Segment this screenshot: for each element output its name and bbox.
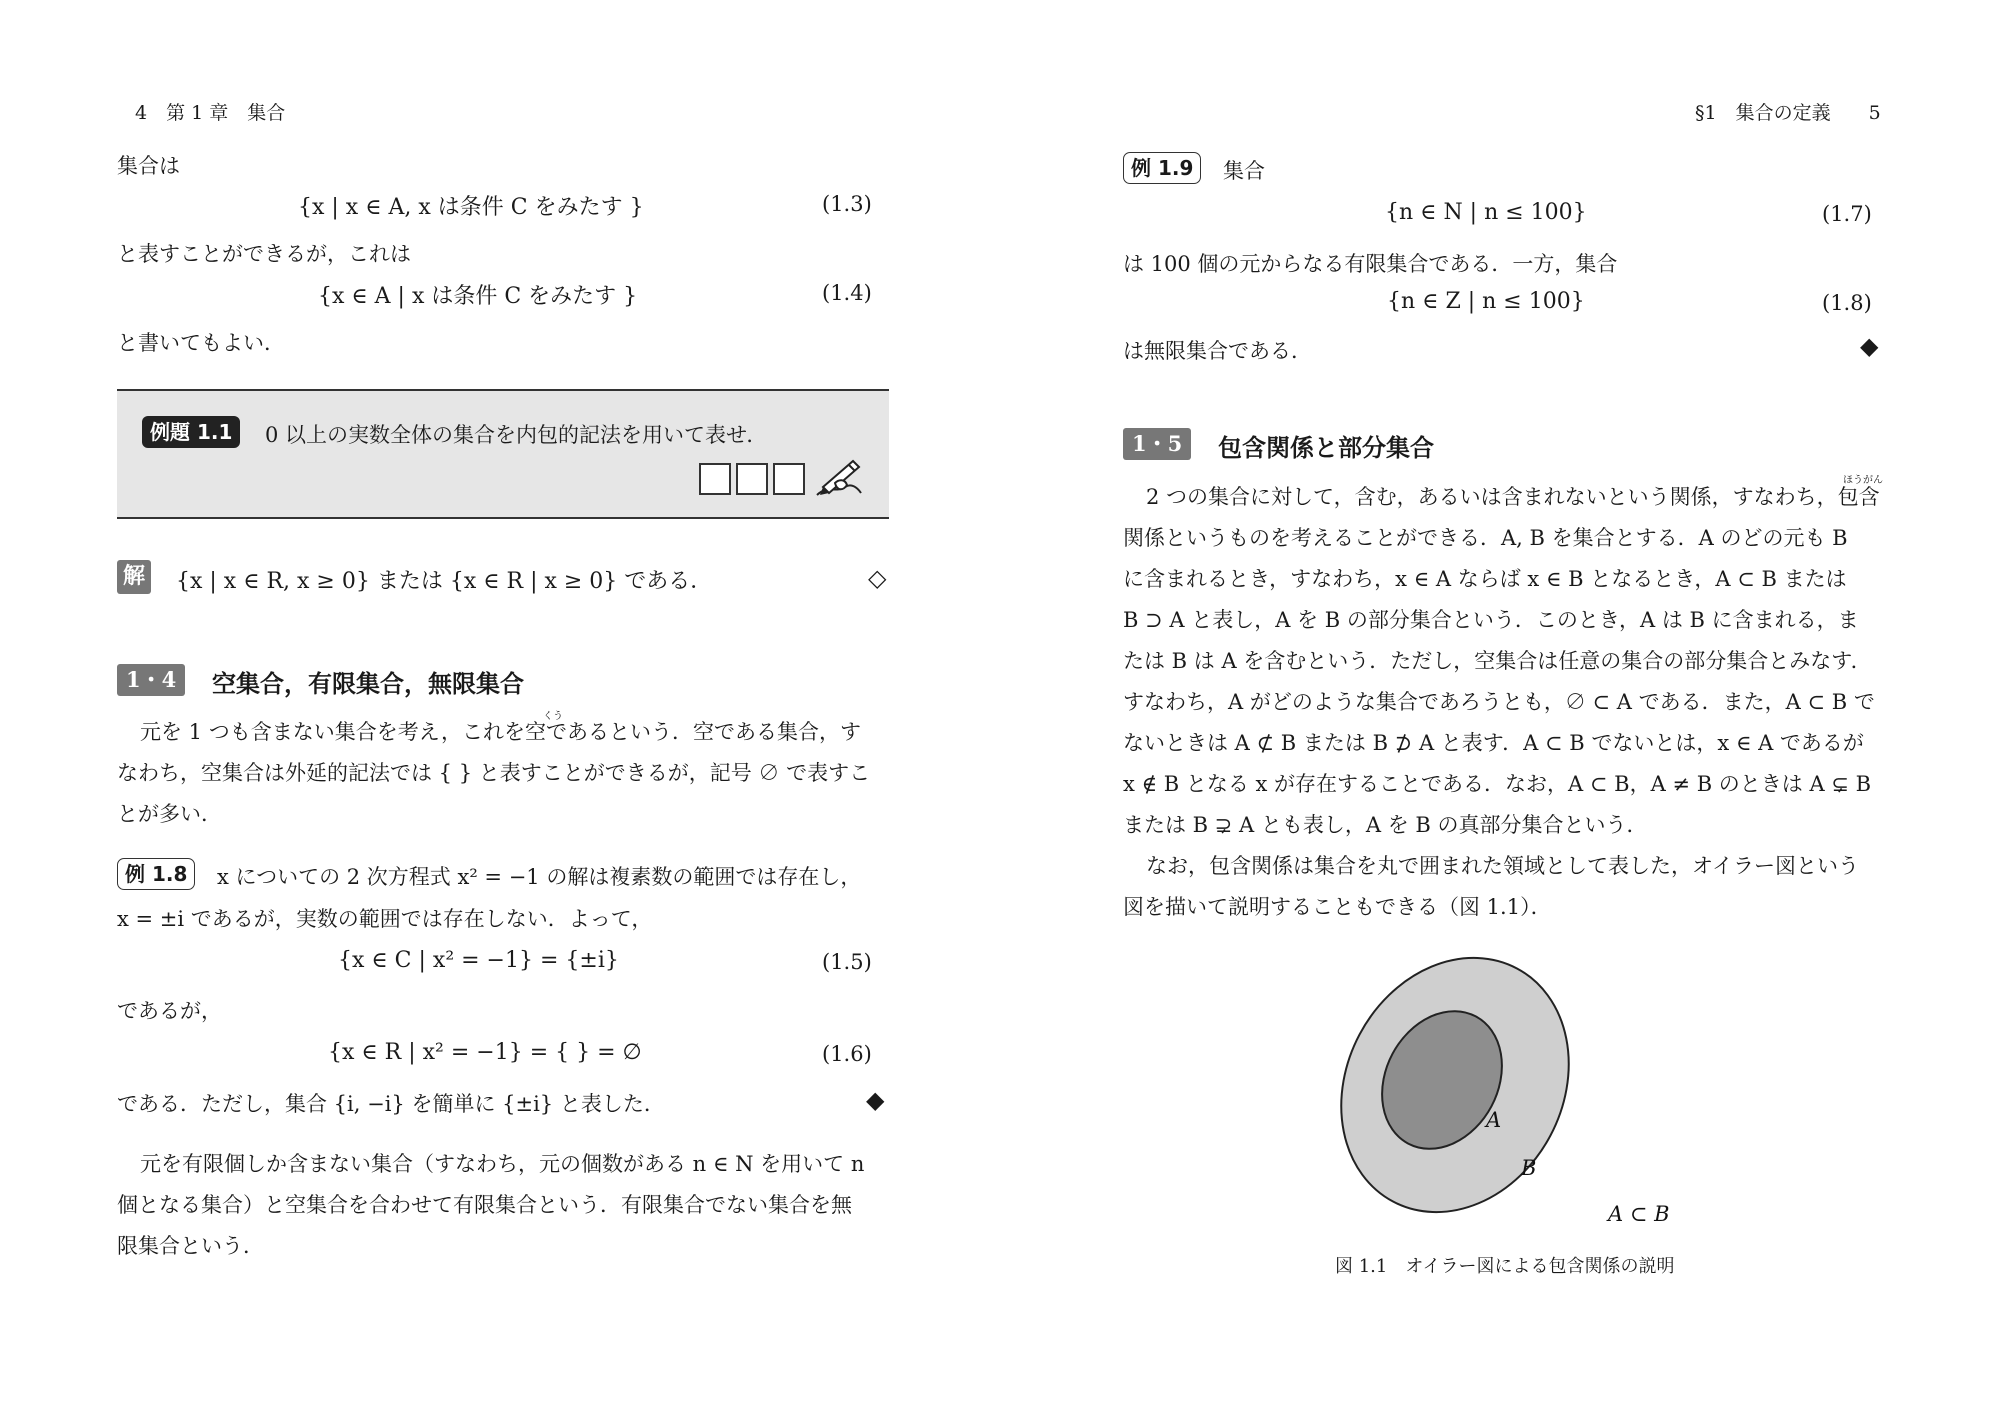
example-end-mark: ◆ — [1860, 332, 1879, 360]
equation-1-6: {x ∈ R | x² = −1} = { } = ∅ — [328, 1040, 642, 1065]
answer-text: {x | x ∈ R, x ≥ 0} または {x ∈ R | x ≥ 0} である． — [176, 569, 713, 594]
check-box[interactable] — [736, 463, 768, 495]
paragraph-line: 図を描いて説明することもできる（図 1.1）． — [1123, 895, 1552, 919]
paragraph-line: または B ⊋ A とも表し，A を B の真部分集合という． — [1123, 813, 1648, 837]
paragraph-line: 2 つの集合に対して，含む，あるいは含まれないという関係，すなわち，包含 — [1146, 485, 1880, 509]
equation-1-4: {x ∈ A | x は条件 C をみたす } — [318, 284, 638, 309]
answer-end-mark: ◇ — [868, 564, 887, 592]
example-label: 例 1.8 — [117, 858, 195, 890]
check-box[interactable] — [773, 463, 805, 495]
equation-number: (1.5) — [822, 950, 872, 974]
paragraph-line: 元を有限個しか含まない集合（すなわち，元の個数がある n ∈ N を用いて n — [140, 1152, 865, 1176]
paragraph-text: は 100 個の元からなる有限集合である．一方，集合 — [1123, 252, 1618, 276]
paragraph-text: である．ただし，集合 {i, −i} を簡単に {±i} と表した． — [117, 1092, 665, 1116]
problem-label: 例題 1.1 — [142, 416, 240, 448]
paragraph-line: とが多い． — [117, 802, 222, 826]
paragraph-line: すなわち，A がどのような集合であろうとも，∅ ⊂ A である．また，A ⊂ B で — [1123, 690, 1875, 714]
paragraph-line: に含まれるとき，すなわち，x ∈ A ならば x ∈ B となるとき，A ⊂ B または — [1123, 567, 1847, 591]
answer-badge: 解 — [117, 560, 151, 594]
pencil-writing-icon — [813, 457, 865, 499]
ruby-text: ほうがん — [1843, 475, 1883, 486]
paragraph-line: 限集合という． — [117, 1234, 264, 1258]
paragraph-text: と書いてもよい． — [117, 331, 285, 355]
paragraph-text: であるが， — [117, 999, 222, 1023]
equation-1-5: {x ∈ C | x² = −1} = {±i} — [338, 948, 619, 973]
paragraph-text: は無限集合である． — [1123, 339, 1312, 363]
paragraph-text: 集合 — [1223, 159, 1265, 183]
section-number: 1・4 — [117, 664, 185, 696]
problem-text: 0 以上の実数全体の集合を内包的記法を用いて表せ． — [265, 423, 768, 447]
paragraph-line: なお，包含関係は集合を丸で囲まれた領域として表した，オイラー図という — [1146, 854, 1859, 878]
section-title: 空集合，有限集合，無限集合 — [212, 670, 524, 698]
paragraph-line: x = ±i であるが，実数の範囲では存在しない．よって， — [117, 907, 653, 931]
example-label: 例 1.9 — [1123, 152, 1201, 184]
section-number: 1・5 — [1123, 428, 1191, 460]
section-title: 包含関係と部分集合 — [1218, 434, 1434, 462]
check-box[interactable] — [699, 463, 731, 495]
paragraph-text: と表すことができるが，これは — [117, 242, 411, 266]
paragraph-line: x ∉ B となる x が存在することである．なお，A ⊂ B，A ≠ B のときは A ⊊ B — [1123, 772, 1872, 796]
paragraph-line: B ⊃ A と表し，A を B の部分集合という．このとき，A は B に含まれる，ま — [1123, 608, 1859, 632]
paragraph-line: なわち，空集合は外延的記法では { } と表すことができるが，記号 ∅ で表すこ — [117, 761, 871, 785]
right-page — [1000, 0, 2000, 1419]
label-b: B — [1521, 1156, 1537, 1180]
label-a: A — [1486, 1108, 1502, 1132]
paragraph-line: 元を 1 つも含まない集合を考え，これを空であるという．空である集合，す — [140, 720, 861, 744]
paragraph-line: 関係というものを考えることができる．A, B を集合とする．A のどの元も B — [1123, 526, 1848, 550]
paragraph-line: たは B は A を含むという．ただし，空集合は任意の集合の部分集合とみなす． — [1123, 649, 1872, 673]
relation-label: A ⊂ B — [1608, 1202, 1670, 1226]
equation-number: (1.3) — [822, 192, 872, 216]
equation-number: (1.4) — [822, 281, 872, 305]
problem-box — [117, 389, 889, 519]
example-end-mark: ◆ — [866, 1086, 885, 1114]
euler-diagram — [1330, 940, 1670, 1240]
paragraph-line: x についての 2 次方程式 x² = −1 の解は複素数の範囲では存在し， — [217, 865, 862, 889]
intro-text: 集合は — [117, 154, 180, 178]
page-header-right: §1 集合の定義 5 — [1695, 102, 1881, 124]
figure-caption: 図 1.1 オイラー図による包含関係の説明 — [1335, 1256, 1675, 1277]
equation-number: (1.8) — [1822, 291, 1872, 315]
paragraph-line: 個となる集合）と空集合を合わせて有限集合という．有限集合でない集合を無 — [117, 1193, 852, 1217]
equation-1-8: {n ∈ Z | n ≤ 100} — [1387, 289, 1585, 314]
equation-number: (1.7) — [1822, 202, 1872, 226]
equation-1-3: {x | x ∈ A, x は条件 C をみたす } — [298, 195, 644, 220]
ruby-text: くう — [543, 711, 563, 722]
page-header-left: 4 第 1 章 集合 — [135, 102, 286, 124]
paragraph-line: ないときは A ⊄ B または B ⊅ A と表す．A ⊂ B でないとは，x ∈ A であるが — [1123, 731, 1864, 755]
equation-1-7: {n ∈ N | n ≤ 100} — [1385, 200, 1587, 225]
equation-number: (1.6) — [822, 1042, 872, 1066]
